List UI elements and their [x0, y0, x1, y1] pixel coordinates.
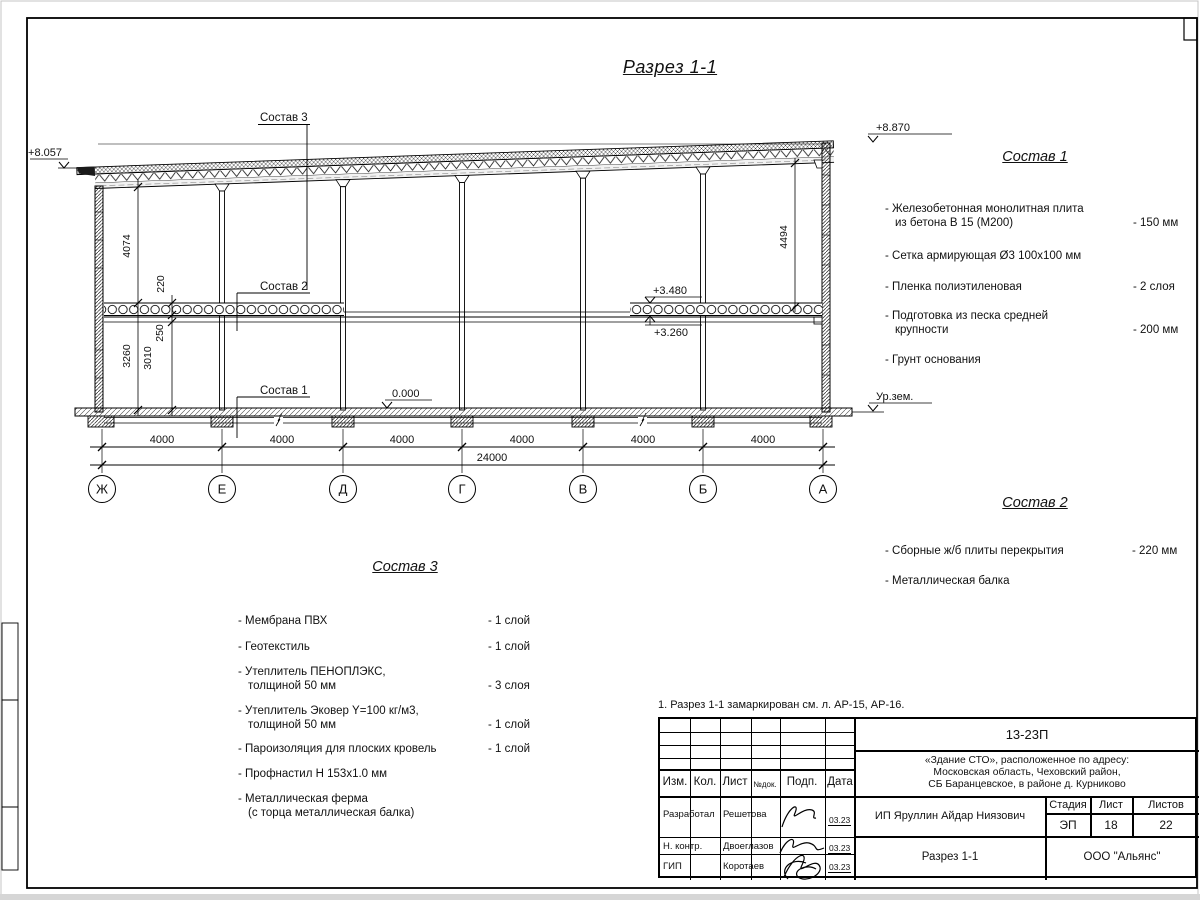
axis-label: Г: [458, 481, 466, 497]
truss-bearing-corbel: [814, 160, 822, 168]
roof-left-overhang: [77, 167, 95, 177]
stage-label: Стадия: [1049, 799, 1087, 811]
row-role: ГИП: [663, 861, 682, 872]
col-data: Дата: [827, 776, 853, 788]
col-ndok: №док.: [753, 780, 777, 789]
left-vertical-dimensions: [121, 180, 176, 416]
address-line1: «Здание СТО», расположенное по адресу:: [924, 755, 1130, 766]
list-item: - Утеплитель ПЕНОПЛЭКС, толщиной 50 мм - 3 слоя: [238, 666, 530, 692]
row-date: 03.23: [829, 843, 851, 853]
right-wall: [814, 143, 830, 412]
axis-label: Д: [338, 481, 348, 497]
signature-nkontr: [780, 839, 824, 853]
col-list: Лист: [722, 776, 748, 788]
sheet-note: 1. Разрез 1-1 замаркирован см. л. АР-15, АР-16.: [658, 699, 905, 711]
list-item: - Мембрана ПВХ - 1 слой: [238, 615, 531, 627]
row-role: Разработал: [663, 809, 715, 820]
ground-floor: [75, 408, 852, 427]
list-item: - Утеплитель Эковер Y=100 кг/м3, толщиной 50 мм - 1 слой: [238, 705, 531, 731]
left-margin-boxes: [2, 623, 18, 870]
title-block: [658, 717, 1197, 878]
address-line3: СБ Баранцевское, в районе д. Курниково: [928, 779, 1126, 790]
dim-4494: 4494: [778, 225, 790, 249]
bay-dim: 4000: [630, 434, 656, 446]
list-item: - Металлическая балка: [885, 575, 1010, 587]
right-vertical-dimension: [778, 158, 799, 312]
dim-250: 250: [154, 324, 166, 342]
axis-label: Е: [217, 481, 227, 497]
list-item: - Пароизоляция для плоских кровель - 1 слой: [238, 743, 531, 755]
sostav3-title: Состав 3: [372, 559, 438, 575]
elev-right: +8.870: [876, 122, 910, 134]
row-date: 03.23: [829, 815, 851, 825]
list-item: - Пленка полиэтиленовая - 2 слоя: [885, 281, 1175, 293]
list-item: - Грунт основания: [885, 354, 981, 366]
bay-dim: 4000: [509, 434, 535, 446]
callout-sostav2: Состав 2: [260, 281, 308, 293]
signature-razrabotal: [782, 807, 816, 827]
left-wall: [95, 186, 103, 412]
client-name: ИП Яруллин Айдар Ниязович: [874, 810, 1026, 822]
sheet-label: Лист: [1099, 799, 1123, 811]
bay-dim: 4000: [750, 434, 776, 446]
sheets-label: Листов: [1148, 799, 1184, 811]
sostav1-list: [885, 150, 1185, 367]
company-name: ООО "Альянс": [1083, 851, 1161, 863]
bottom-dimensions: [90, 429, 835, 473]
list-item: - Железобетонная монолитная плита из бетона В 15 (М200) - 150 мм: [885, 203, 1179, 229]
sostav1-title: Состав 1: [1002, 149, 1068, 165]
drawing-name: Разрез 1-1: [921, 851, 979, 863]
list-item: - Сетка армирующая Ø3 100х100 мм: [885, 250, 1082, 262]
sheet-number: 18: [1104, 818, 1118, 832]
elev-slab-top: +3.480: [653, 285, 687, 297]
dim-4074: 4074: [121, 234, 133, 258]
list-item: - Подготовка из песка средней крупности - 200 мм: [885, 310, 1179, 336]
axis-label: А: [818, 481, 828, 497]
bay-dim: 4000: [149, 434, 175, 446]
roof-assembly: [77, 140, 834, 189]
elev-slab-bottom: +3.260: [654, 327, 688, 339]
sostav2-list: [885, 496, 1185, 588]
address-line2: Московская область, Чеховский район,: [933, 767, 1121, 778]
callout-sostav1: Состав 1: [260, 385, 308, 397]
list-item: - Сборные ж/б плиты перекрытия - 220 мм: [885, 545, 1178, 557]
dim-3010: 3010: [142, 346, 154, 370]
col-izm: Изм.: [662, 776, 688, 788]
col-podp: Подп.: [786, 776, 818, 788]
axis-bubbles: [89, 476, 837, 503]
axis-label: Б: [698, 481, 708, 497]
sheets-total: 22: [1159, 818, 1173, 832]
axis-label: В: [578, 481, 588, 497]
signature-gip: [784, 855, 820, 879]
callout-sostav3: Состав 3: [260, 112, 308, 124]
list-item: - Профнастил Н 153х1.0 мм: [238, 768, 388, 780]
dim-3260: 3260: [121, 344, 133, 368]
dim-220: 220: [155, 275, 167, 293]
axis-label: Ж: [95, 481, 109, 497]
total-dim: 24000: [476, 452, 508, 464]
bay-dim: 4000: [389, 434, 415, 446]
col-kol: Кол.: [693, 776, 717, 788]
frame-corner-box: [1184, 18, 1197, 40]
row-role: Н. контр.: [663, 841, 703, 852]
elev-left: +8.057: [28, 147, 62, 159]
ground-level-label: Ур.зем.: [876, 391, 914, 403]
sostav3-list: [238, 560, 572, 820]
list-item: - Геотекстиль - 1 слой: [238, 641, 531, 653]
row-name: Коротаев: [723, 861, 765, 872]
row-name: Решетова: [723, 809, 767, 820]
row-date: 03.23: [829, 862, 851, 872]
bay-dim: 4000: [269, 434, 295, 446]
list-item: - Металлическая ферма (с торца металлическая балка): [238, 793, 415, 819]
row-name: Двоеглазов: [723, 841, 774, 852]
doc-number: 13-23П: [1005, 727, 1049, 742]
stage-value: ЭП: [1059, 818, 1077, 832]
sostav2-title: Состав 2: [1002, 495, 1068, 511]
page-title: Разрез 1-1: [622, 57, 718, 77]
elev-zero: 0.000: [392, 388, 420, 400]
signatures: [772, 797, 856, 880]
